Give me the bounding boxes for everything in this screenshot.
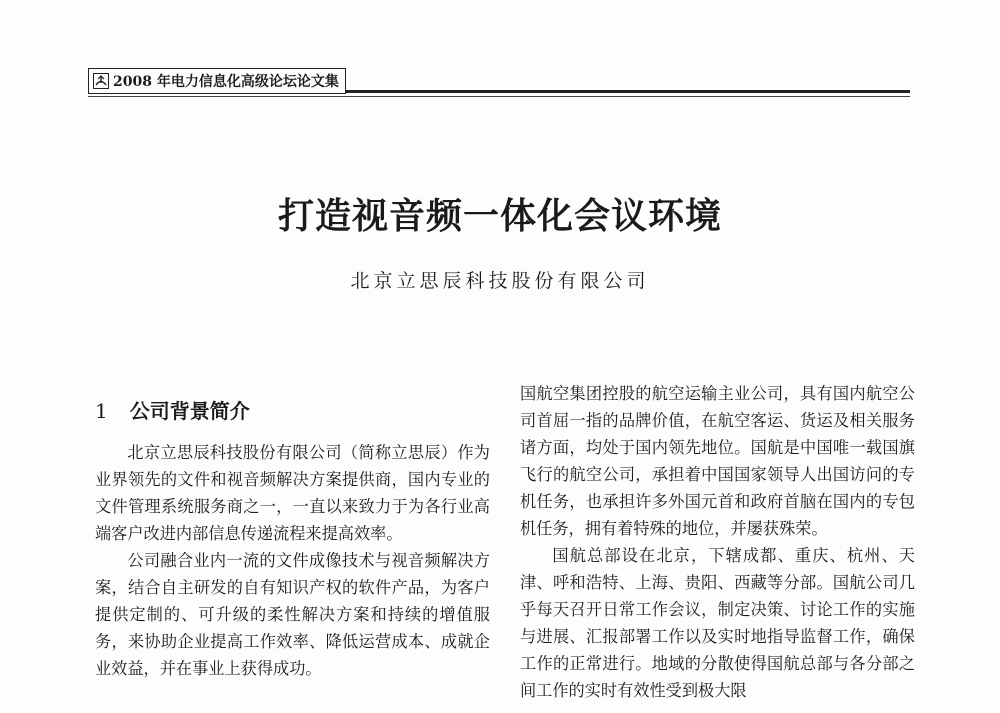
body-paragraph: 国航空集团控股的航空运输主业公司，具有国内航空公司首屈一指的品牌价值，在航空客运、货运及相关服务诸方面，均处于国内领先地位。国航是中国唯一载国旗飞行的航空公司，承担着中国国家领导人出国访问的专机任务，也承担许多外国元首和政府首脑在国内的专包机任务，拥有着特殊的地位，并屡获殊荣。 [520, 384, 915, 538]
header-rule-thin [88, 96, 910, 97]
article-title: 打造视音频一体化会议环境 [277, 195, 722, 237]
left-column [95, 380, 490, 682]
body-paragraph: 国航总部设在北京，下辖成都、重庆、杭州、天津、呼和浩特、上海、贵阳、西藏等分部。国航公司几乎每天召开日常工作会议，制定决策、讨论工作的实施与进展、汇报部署工作以及实时地指导监督工作，确保工作的正常进行。地域的分散使得国航总部与各分部之间工作的实时有效性受到极大限 [520, 546, 915, 700]
body-paragraph: 公司融合业内一流的文件成像技术与视音频解决方案，结合自主研发的自有知识产权的软件产品，为客户提供定制的、可升级的柔性解决方案和持续的增值服务，来协助企业提高工作效率、降低运营成本、成就企业效益，并在事业上获得成功。 [95, 551, 490, 678]
section-heading [95, 396, 490, 426]
proceedings-title: 2008 年电力信息化高级论坛论文集 [113, 74, 339, 90]
publisher-logo-icon [93, 73, 109, 89]
body-paragraph: 北京立思辰科技股份有限公司（简称立思辰）作为业界领先的文件和视音频解决方案提供商，国内专业的文件管理系统服务商之一，一直以来致力于为各行业高端客户改进内部信息传递流程来提高效率。 [95, 443, 490, 543]
proceedings-header [88, 68, 346, 94]
section-title: 公司背景简介 [129, 399, 250, 423]
section-number: 1 [95, 399, 108, 423]
right-column [520, 380, 915, 704]
article-author: 北京立思辰科技股份有限公司 [350, 270, 650, 292]
